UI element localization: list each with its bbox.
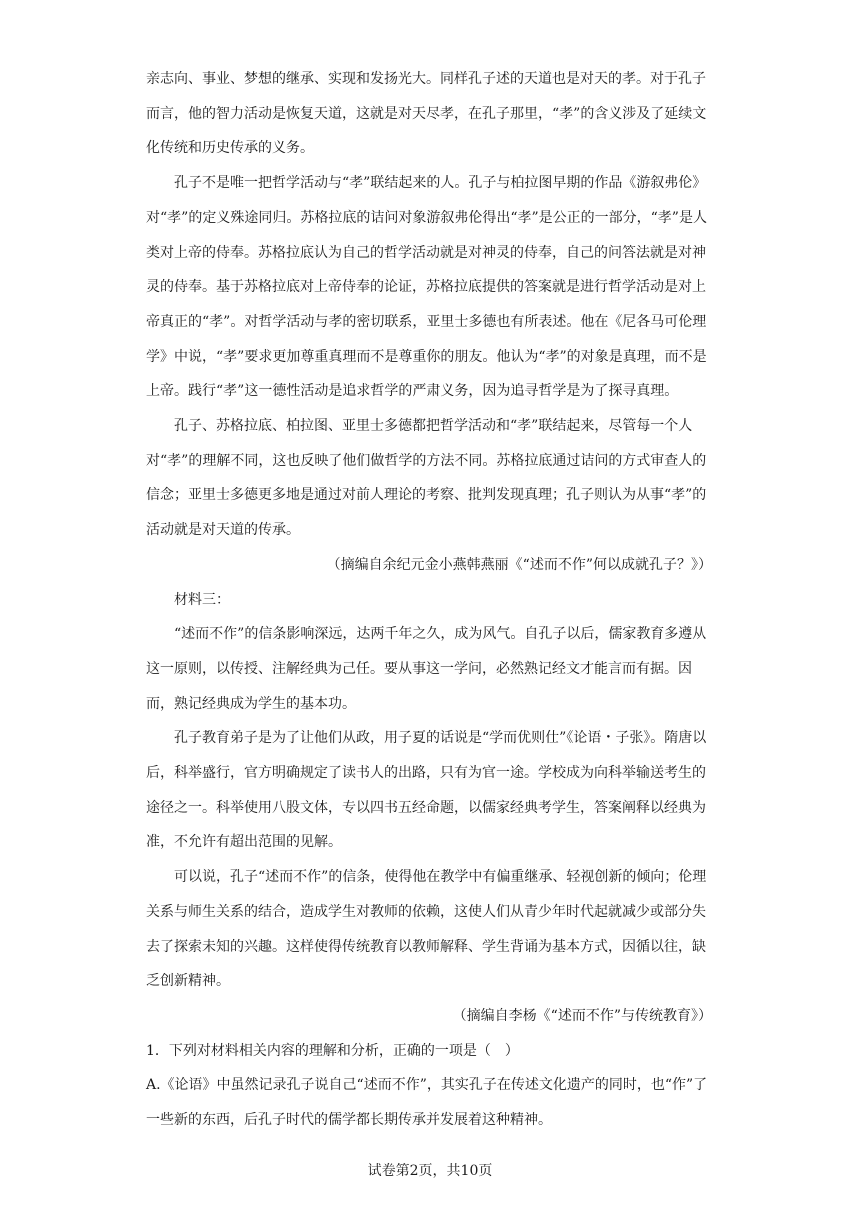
source-citation-3: （摘编自李杨《“述而不作”与传统教育》）	[452, 1007, 712, 1024]
material-3-heading: 材料三：	[174, 591, 230, 608]
paragraph-5: 孔子教育弟子是为了让他们从政，用子夏的话说是“学而优则仕”《论语・子张》。隋唐以后，科举盛行，官方明确规定了读书人的出路，只有为官一途。学校成为向科举输送考生的途径之一。科举使用八股文体，专以四书五经命题，以儒家经典考学生，答案阐释以经典为准，不允许有超出范围的见解。	[146, 730, 707, 851]
paragraph-2: 孔子不是唯一把哲学活动与“孝”联结起来的人。孔子与柏拉图早期的作品《游叙弗伦》对“孝”的定义殊途同归。苏格拉底的诘问对象游叙弗伦得出“孝”是公正的一部分，“孝”是人类对上帝的侍奉。苏格拉底认为自己的哲学活动就是对神灵的侍奉，自己的问答法就是对神灵的侍奉。基于苏格拉底对上帝侍奉的论证，苏格拉底提供的答案就是进行哲学活动是对上帝真正的“孝”。对哲学活动与孝的密切联系，亚里士多德也有所表述。他在《尼各马可伦理学》中说，“孝”要求更加尊重真理而不是尊重你的朋友。他认为“孝”的对象是真理，而不是上帝。践行“孝”这一德性活动是追求哲学的严肃义务，因为追寻哲学是为了探寻真理。	[146, 175, 707, 400]
page-footer: 试卷第2页，共10页	[367, 1163, 493, 1179]
question-1-stem: 1．下列对材料相关内容的理解和分析，正确的一项是（ ）	[146, 1042, 519, 1059]
paragraph-3: 孔子、苏格拉底、柏拉图、亚里士多德都把哲学活动和“孝”联结起来，尽管每一个人对“孝”的理解不同，这也反映了他们做哲学的方法不同。苏格拉底通过诘问的方式审查人的信念；亚里士多德更多地是通过对前人理论的考察、批判发现真理；孔子则认为从事“孝”的活动就是对天道的传承。	[146, 418, 707, 539]
paragraph-1: 亲志向、事业、梦想的继承、实现和发扬光大。同样孔子述的天道也是对天的孝。对于孔子而言，他的智力活动是恢复天道，这就是对天尽孝，在孔子那里，“孝”的含义涉及了延续文化传统和历史传承的义务。	[146, 71, 707, 157]
source-citation-2: （摘编自余纪元金小燕韩燕丽《“述而不作”何以成就孔子？》）	[326, 556, 712, 573]
paragraph-4: “述而不作”的信条影响深远，达两千年之久，成为风气。自孔子以后，儒家教育多遵从这一原则，以传授、注解经典为己任。要从事这一学问，必然熟记经文才能言而有据。因而，熟记经典成为学生的基本功。	[146, 626, 707, 712]
question-1-option-a: A.《论语》中虽然记录孔子说自己“述而不作”，其实孔子在传述文化遗产的同时，也“作”了一些新的东西，后孔子时代的儒学都长期传承并发展着这种精神。	[146, 1077, 708, 1129]
paragraph-6: 可以说，孔子“述而不作”的信条，使得他在教学中有偏重继承、轻视创新的倾向；伦理关系与师生关系的结合，造成学生对教师的依赖，这使人们从青少年时代起就减少或部分失去了探索未知的兴趣。这样使得传统教育以教师解释、学生背诵为基本方式，因循以往，缺乏创新精神。	[146, 869, 707, 990]
reading-text	[146, 62, 716, 1138]
